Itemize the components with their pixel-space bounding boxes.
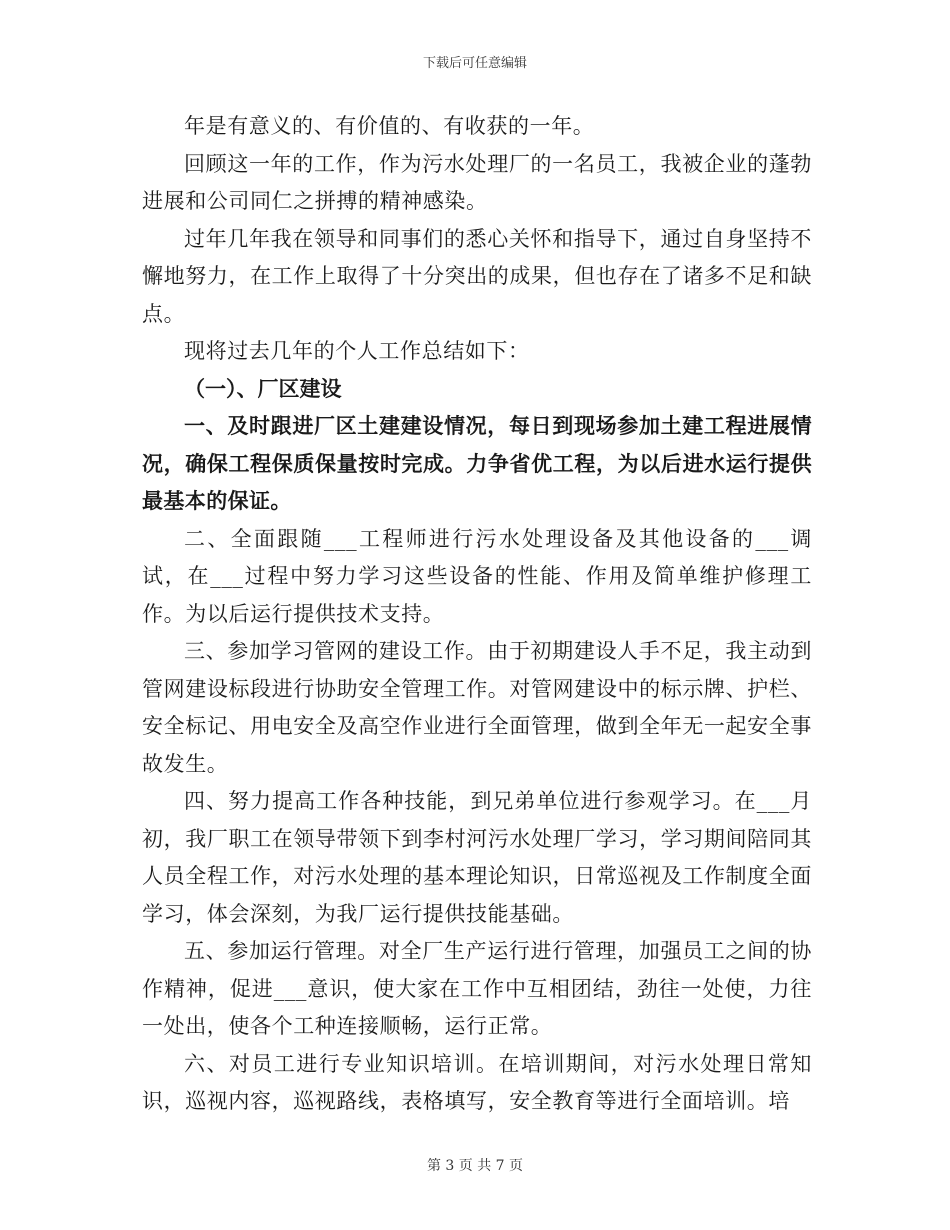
paragraph-review: 回顾这一年的工作，作为污水处理厂的一名员工，我被企业的蓬勃进展和公司同仁之拼搏的精神感染。 [142,151,812,213]
document-body [142,108,812,1121]
paragraph-item-5: 五、参加运行管理。对全厂生产运行进行管理，加强员工之间的协作精神，促进___意识，使大家在工作中互相团结，劲往一处使，力往一处出，使各个工种连接顺畅，运行正常。 [142,939,812,1038]
paragraph-item-4: 四、努力提高工作各种技能，到兄弟单位进行参观学习。在___月初，我厂职工在领导带领下到李村河污水处理厂学习，学习期间陪同其人员全程工作，对污水处理的基本理论知识，日常巡视及工作制度全面学习，体会深刻，为我厂运行提供技能基础。 [142,789,812,926]
paragraph-item-2: 二、全面跟随___工程师进行污水处理设备及其他设备的___调试，在___过程中努力学习这些设备的性能、作用及简单维护修理工作。为以后运行提供技术支持。 [142,526,812,626]
paragraph-intro-year: 年是有意义的、有价值的、有收获的一年。 [184,114,595,138]
paragraph-item-3: 三、参加学习管网的建设工作。由于初期建设人手不足，我主动到管网建设标段进行协助安全管理工作。对管网建设中的标示牌、护栏、安全标记、用电安全及高空作业进行全面管理，做到全年无一起安全事故发生。 [142,639,812,776]
page-header-note: 下载后可任意编辑 [422,56,527,71]
section-heading-plant-construction: （一）、厂区建设 [184,376,342,401]
paragraph-item-6: 六、对员工进行专业知识培训。在培训期间，对污水处理日常知识，巡视内容，巡视路线，表格填写，安全教育等进行全面培训。培 [142,1051,812,1113]
paragraph-item-1: 一、及时跟进厂区土建建设情况，每日到现场参加土建工程进展情况，确保工程保质保量按时完成。力争省优工程，为以后进水运行提供最基本的保证。 [142,414,812,513]
page-footer-page-number: 第 3 页 共 7 页 [426,1158,524,1174]
paragraph-past-years: 过年几年我在领导和同事们的悉心关怀和指导下，通过自身坚持不懈地努力，在工作上取得了十分突出的成果，但也存在了诸多不足和缺点。 [142,226,812,326]
paragraph-summary-intro: 现将过去几年的个人工作总结如下： [184,339,530,363]
